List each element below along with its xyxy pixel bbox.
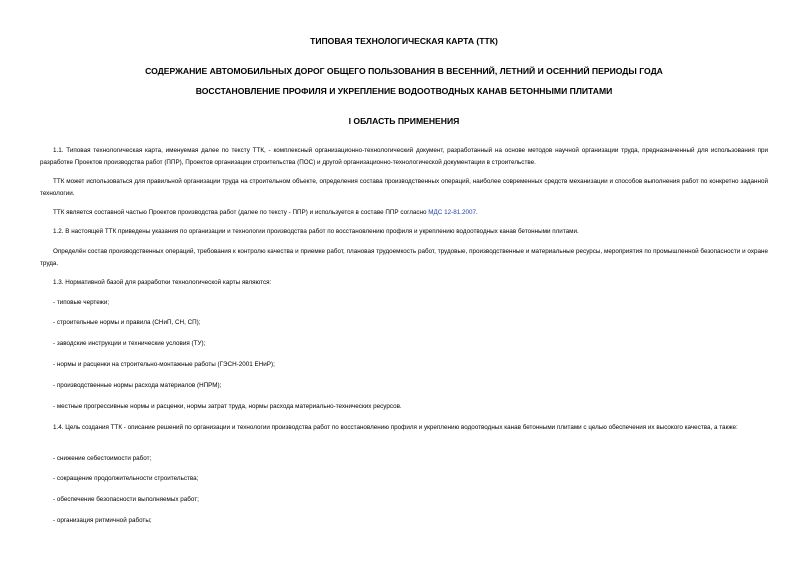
list-item: - строительные нормы и правила (СНиП, СН, СП); xyxy=(53,319,201,326)
list-item: - сокращение продолжительности строительства; xyxy=(53,475,199,482)
list-item: - снижение себестоимости работ; xyxy=(53,455,152,462)
list-item: - местные прогрессивные нормы и расценки, нормы затрат труда, нормы расхода материально-технических ресурсов. xyxy=(53,403,402,410)
list-item: - типовые чертежи; xyxy=(53,299,110,306)
paragraph-1-2: 1.2. В настоящей ТТК приведены указания по организации и технологии производства работ по восстановлению профиля и укреплению водоотводных канав бетонными плитами. xyxy=(53,228,579,235)
list-item: - организация ритмичной работы; xyxy=(53,517,152,524)
paragraph-1-1: 1.1. Типовая технологическая карта, именуемая далее по тексту ТТК, - комплексный организационно-технологический документ, разработанный на основе методов научной организации труда, предназначенный для использования при разработке Проектов производства работ (ППР), Проектов организации строительства (ПОС) и другой организационно-технологической документации в строительстве. xyxy=(40,147,768,166)
document-title: ТИПОВАЯ ТЕХНОЛОГИЧЕСКАЯ КАРТА (ТТК) xyxy=(310,36,498,46)
paragraph-ttk-part xyxy=(40,207,768,219)
list-item: - нормы и расценки на строительно-монтажные работы (ГЭСН-2001 ЕНиР); xyxy=(53,361,275,368)
paragraph-ttk-part-text: ТТК является составной частью Проектов производства работ (далее по тексту - ППР) и используется в составе ППР согласно xyxy=(53,209,429,216)
section-heading: I ОБЛАСТЬ ПРИМЕНЕНИЯ xyxy=(348,116,460,126)
paragraph-defined: Определён состав производственных операций, требования к контролю качества и приемке работ, плановая трудоемкость работ, трудовые, производственные и материальные ресурсы, мероприятия по промышленной безопасности и охране труда. xyxy=(40,248,768,267)
paragraph-1-3: 1.3. Нормативной базой для разработки технологической карты являются: xyxy=(53,279,272,286)
paragraph-1-4: 1.4. Цель создания ТТК - описание решений по организации и технологии производства работ по восстановлению профиля и укреплению водоотводных канав бетонными плитами с целью обеспечения их высокого качества, а также: xyxy=(53,424,738,431)
document-subtitle-topic: ВОССТАНОВЛЕНИЕ ПРОФИЛЯ И УКРЕПЛЕНИЕ ВОДООТВОДНЫХ КАНАВ БЕТОННЫМИ ПЛИТАМИ xyxy=(195,86,613,96)
mds-link[interactable]: МДС 12-81.2007 xyxy=(428,209,476,216)
list-item: - заводские инструкции и технические условия (ТУ); xyxy=(53,340,206,347)
list-item: - производственные нормы расхода материалов (НПРМ); xyxy=(53,382,222,389)
list-item: - обеспечение безопасности выполняемых работ; xyxy=(53,496,199,503)
paragraph-ttk-part-end: . xyxy=(475,209,478,216)
paragraph-ttk-use: ТТК может использоваться для правильной организации труда на строительном объекте, определения состава производственных операций, наиболее современных средств механизации и способов выполнения работ по конкретно заданной технологии. xyxy=(40,178,768,197)
document-subtitle-season: СОДЕРЖАНИЕ АВТОМОБИЛЬНЫХ ДОРОГ ОБЩЕГО ПОЛЬЗОВАНИЯ В ВЕСЕННИЙ, ЛЕТНИЙ И ОСЕННИЙ ПЕРИОДЫ ГОДА xyxy=(145,66,663,76)
